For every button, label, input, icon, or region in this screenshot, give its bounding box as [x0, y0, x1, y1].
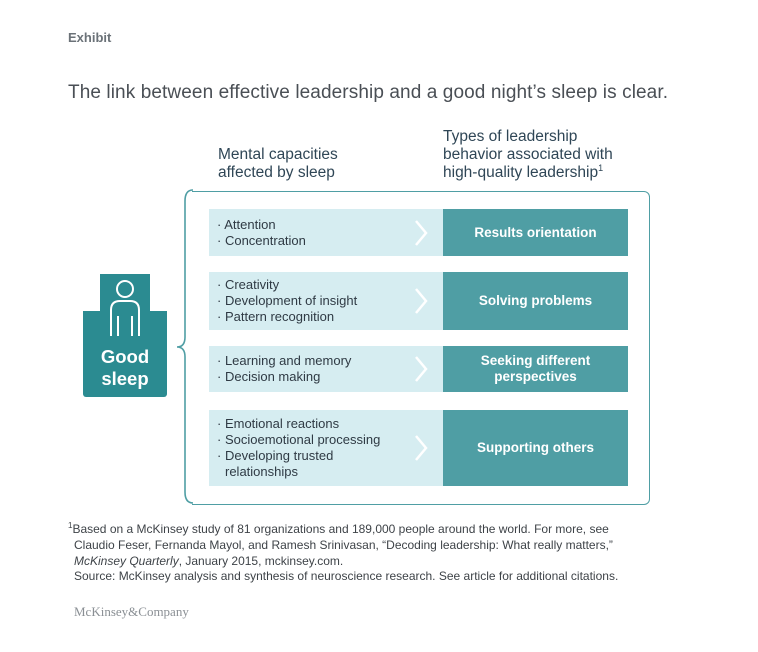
list-item: · Development of insight — [217, 293, 358, 308]
footnote-number: 1 — [68, 521, 73, 530]
row-results-orientation — [209, 209, 629, 256]
list-item: · Developing trusted — [217, 448, 334, 463]
right-column-header — [443, 128, 673, 182]
list-item: · Emotional reactions — [217, 416, 340, 431]
chevron-right-icon — [413, 434, 429, 462]
footnote — [68, 521, 688, 569]
brace-icon — [174, 189, 194, 505]
list-item: · Socioemotional processing — [217, 432, 381, 447]
chevron-right-icon — [413, 287, 429, 315]
list-item: · Creativity — [217, 277, 280, 292]
capacities-cell — [209, 346, 443, 392]
capacities-cell — [209, 209, 443, 256]
list-item: · Concentration — [217, 232, 306, 248]
capacities-list — [217, 416, 380, 480]
capacities-cell — [209, 272, 443, 330]
row-supporting-others — [209, 410, 629, 486]
footnote-mark: 1 — [598, 162, 604, 173]
behavior-cell: Seeking different perspectives — [443, 346, 628, 392]
list-item: · Decision making — [217, 369, 321, 384]
right-header-line3 — [443, 164, 673, 182]
capacities-list — [217, 353, 351, 385]
right-header-line1: Types of leadership — [443, 128, 578, 145]
exhibit-label: Exhibit — [68, 30, 112, 45]
chevron-right-icon — [413, 355, 429, 383]
good-sleep-line1: Good — [100, 346, 150, 367]
left-header-line2: affected by sleep — [218, 164, 335, 181]
capacities-cell — [209, 410, 443, 486]
capacities-list — [217, 277, 357, 325]
footnote-line2: Claudio Feser, Fernanda Mayol, and Ramesh Srinivasan, “Decoding leadership: What really matters,” — [74, 538, 613, 552]
behavior-cell: Results orientation — [443, 209, 628, 256]
good-sleep-label — [83, 346, 167, 390]
right-header-line2: behavior associated with — [443, 146, 613, 163]
behavior-cell: Supporting others — [443, 410, 628, 486]
left-column-header — [218, 146, 398, 182]
right-header-line3-text: high-quality leadership — [443, 164, 599, 181]
row-solving-problems — [209, 272, 629, 330]
list-item: · Learning and memory — [217, 353, 352, 368]
chevron-right-icon — [413, 219, 429, 247]
brand-logo: McKinsey&Company — [74, 604, 189, 619]
list-item: · Pattern recognition — [217, 309, 335, 324]
left-header-line1: Mental capacities — [218, 146, 338, 163]
footnote-line1: $^1$Based on a McKinsey study of 81 organizations and 189,000 people around the world. For more, see — [68, 521, 609, 536]
source-note: Source: McKinsey analysis and synthesis of neuroscience research. See article for additional citations. — [74, 569, 619, 583]
row-seeking-perspectives — [209, 346, 629, 392]
list-item: · Attention — [217, 216, 276, 232]
good-sleep-line2: sleep — [101, 368, 149, 389]
capacities-list — [217, 217, 306, 249]
person-icon — [83, 274, 167, 346]
list-item: relationships — [225, 464, 298, 479]
headline: The link between effective leadership and a good night’s sleep is clear. — [68, 82, 669, 103]
footnote-line3: McKinsey Quarterly, January 2015, mckinsey.com. — [74, 554, 344, 568]
behavior-cell: Solving problems — [443, 272, 628, 330]
publication-name: McKinsey Quarterly — [74, 554, 179, 568]
